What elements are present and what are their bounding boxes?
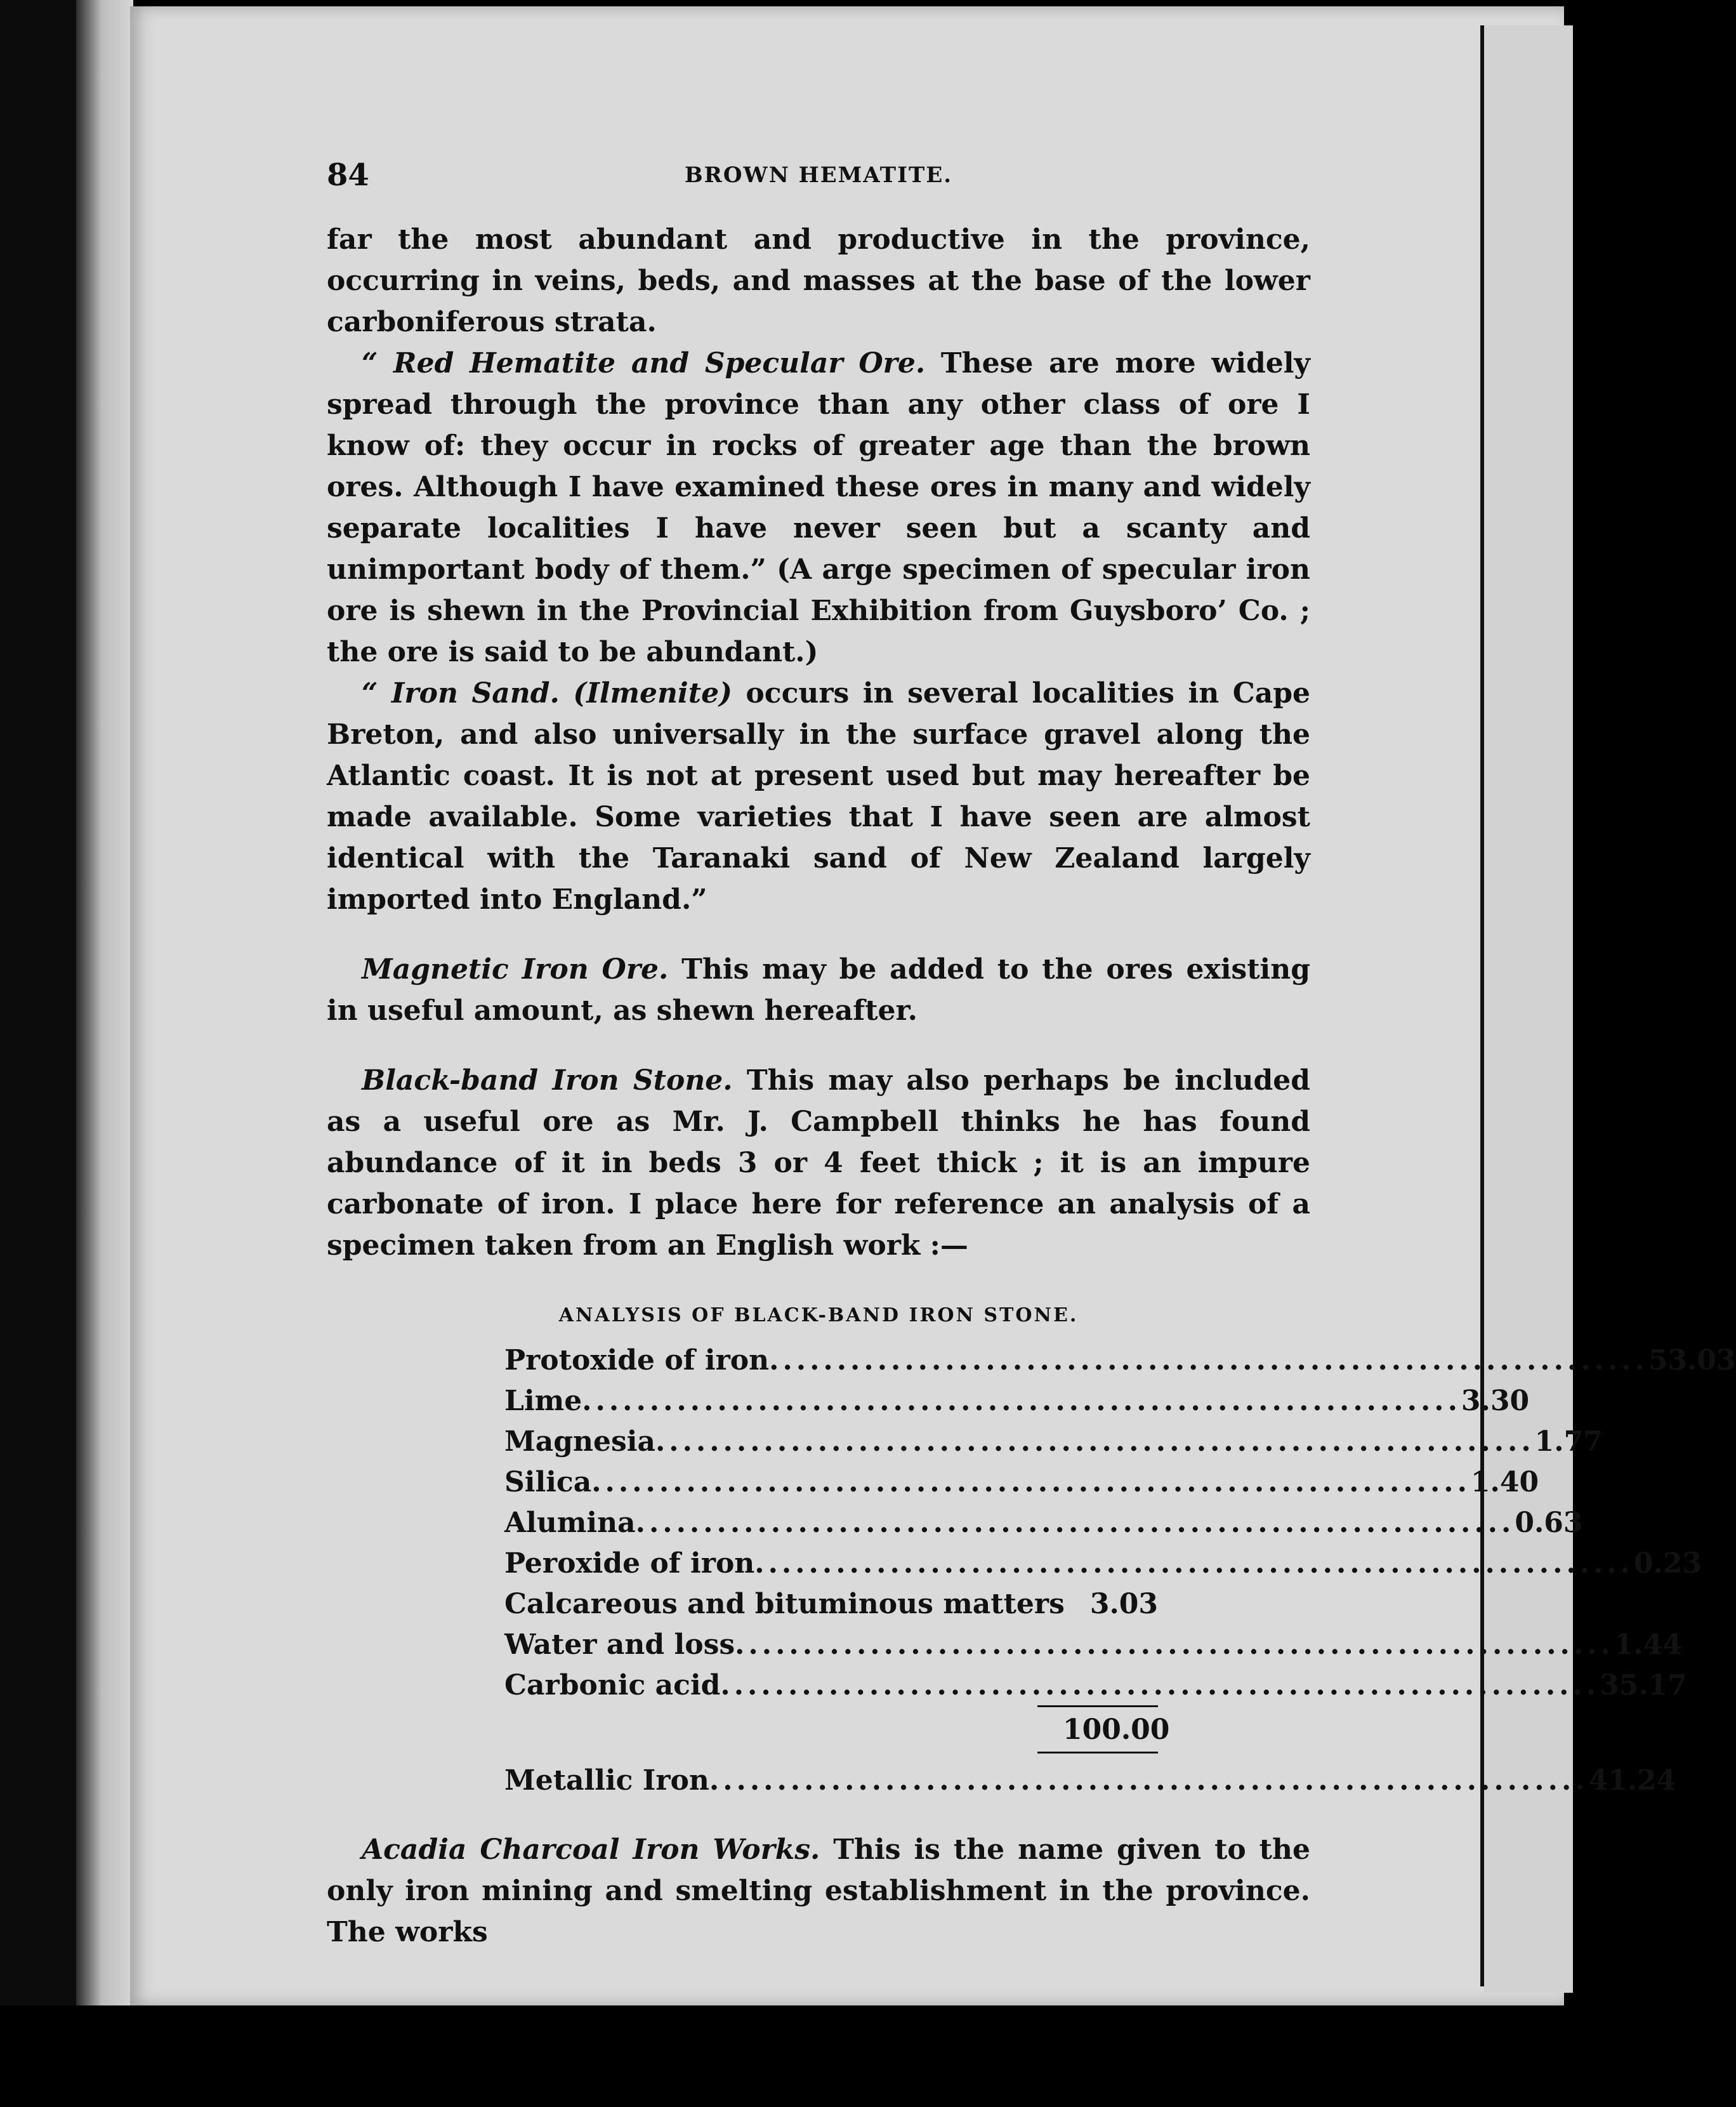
- leader-dots: .................................................................: [635, 1507, 1515, 1539]
- table-row: [504, 1421, 1603, 1462]
- table-row: [504, 1462, 1539, 1502]
- paragraph-text: far the most abundant and productive in the province, occurring in veins, beds, and masses at the base of the lower carboniferous strata.: [327, 223, 1310, 338]
- row-label: Lime: [504, 1385, 582, 1417]
- paragraph-text: These are more widely spread through the province than any other class of ore I know of: they occur in rocks of greater age than the brown ores. Although I have examined these ores in many and widely separate localities I have never seen but a scanty and unimportant body of them.” (A arge specimen of specular iron ore is shewn in the Provincial Exhibition from Guysboro’ Co. ; the ore is said to be abundant.): [327, 347, 1310, 668]
- analysis-table: [504, 1340, 1736, 1800]
- page-number: 84: [327, 157, 369, 193]
- sum-rule: [1037, 1752, 1158, 1754]
- row-value: 0.63: [1515, 1507, 1583, 1539]
- paragraph-text: This may also perhaps be included as a useful ore as Mr. J. Campbell thinks he has found abundance of it in beds 3 or 4 feet thick ; it is an impure carbonate of iron. I place here for reference an analysis of a specimen taken from an English work :—: [327, 1064, 1310, 1262]
- row-label: Calcareous and bituminous matters: [504, 1588, 1065, 1620]
- leader-dots: .................................................................: [754, 1547, 1634, 1580]
- table-row: [504, 1583, 1158, 1624]
- table-row: [504, 1340, 1736, 1380]
- leader-dots: .................................................................: [769, 1344, 1648, 1377]
- paragraph-text: occurs in several localities in Cape Breton, and also universally in the surface gravel along the Atlantic coast. It is not at present used but may hereafter be made available. Some varieties that I have seen are almost identical with the Taranaki sand of New Zealand largely imported into England.”: [327, 677, 1311, 916]
- paragraph-heading: “ Red Hematite and Specular Ore.: [362, 347, 926, 380]
- metallic-iron-row: [504, 1760, 1676, 1800]
- row-label: Alumina: [504, 1507, 636, 1539]
- analysis-title: ANALYSIS OF BLACK-BAND IRON STONE.: [558, 1304, 1079, 1326]
- paragraph: [327, 949, 1310, 1031]
- table-row: [504, 1665, 1687, 1705]
- scan-bottom-edge: [0, 2005, 1617, 2107]
- page-header: [327, 157, 1310, 195]
- total-value: 100.00: [1063, 1713, 1170, 1746]
- paragraph-heading: “ Iron Sand. (Ilmenite): [362, 677, 732, 710]
- row-value: 0.23: [1633, 1547, 1702, 1580]
- row-value: 1.40: [1470, 1466, 1539, 1498]
- leader-dots: .................................................................: [709, 1764, 1589, 1797]
- row-value: 35.17: [1600, 1669, 1687, 1701]
- running-title: BROWN HEMATITE.: [684, 162, 953, 188]
- paragraph: [327, 1829, 1310, 1953]
- leader-dots: .................................................................: [591, 1466, 1471, 1498]
- leader-dots: .................................................................: [582, 1385, 1461, 1417]
- paragraph: [327, 1060, 1310, 1266]
- paragraph: [327, 343, 1310, 673]
- total-row: [504, 1707, 1170, 1752]
- leader-dots: .................................................................: [720, 1669, 1600, 1701]
- table-row: [504, 1624, 1682, 1665]
- paragraph-heading: Magnetic Iron Ore.: [362, 953, 669, 986]
- row-value: 53.03: [1648, 1344, 1736, 1377]
- paragraph-text: This may be added to the ores existing in useful amount, as shewn hereafter.: [327, 953, 1310, 1027]
- paragraph-text: This is the name given to the only iron mining and smelting establishment in the province. The works: [327, 1833, 1310, 1948]
- table-row: [504, 1543, 1702, 1583]
- paragraph-heading: Acadia Charcoal Iron Works.: [362, 1833, 820, 1866]
- row-label: Water and loss: [504, 1628, 735, 1661]
- leader-dots: .................................................................: [655, 1425, 1535, 1458]
- row-label: Silica: [504, 1466, 592, 1498]
- book-gutter: [76, 0, 133, 2012]
- row-value: 3.03: [1089, 1588, 1158, 1620]
- scan-left-edge: [0, 0, 82, 2107]
- row-label: Protoxide of iron: [504, 1344, 770, 1377]
- row-label: Metallic Iron: [504, 1764, 709, 1797]
- row-label: Magnesia: [504, 1425, 655, 1458]
- row-value: 1.44: [1614, 1628, 1682, 1661]
- table-row: [504, 1502, 1583, 1543]
- row-label: Carbonic acid: [504, 1669, 721, 1701]
- paragraph: [327, 673, 1310, 920]
- paragraph: [327, 219, 1310, 343]
- body-text: [327, 219, 1736, 1953]
- paragraph-heading: Black-band Iron Stone.: [362, 1064, 733, 1097]
- table-row: [504, 1380, 1530, 1421]
- row-value: 1.77: [1534, 1425, 1603, 1458]
- row-label: Peroxide of iron: [504, 1547, 755, 1580]
- row-value: 41.24: [1588, 1764, 1676, 1797]
- leader-dots: .................................................................: [735, 1628, 1614, 1661]
- row-value: 3.30: [1461, 1385, 1530, 1417]
